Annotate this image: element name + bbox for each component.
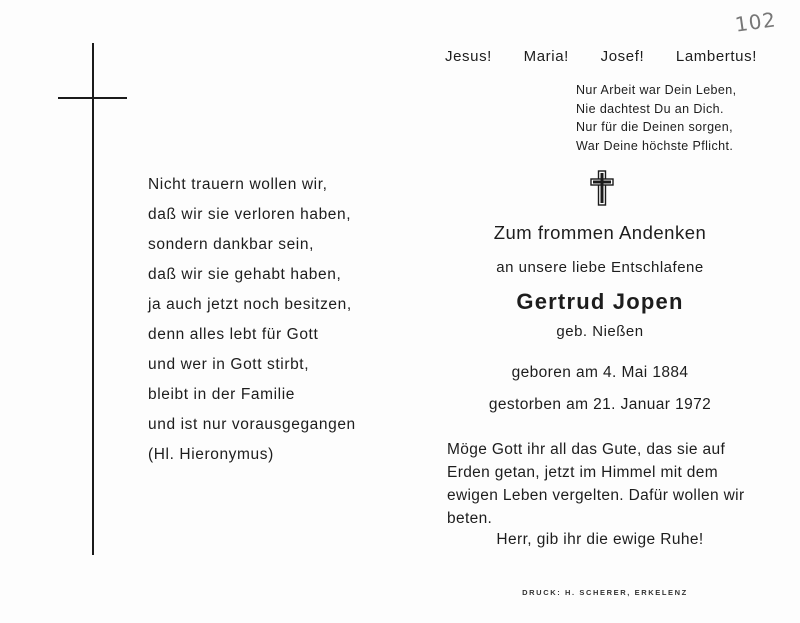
poem-line: bleibt in der Familie [148, 386, 295, 403]
memorial-subtitle: an unsere liebe Entschlafene [496, 259, 704, 276]
deceased-name: Gertrud Jopen [516, 289, 684, 314]
small-cross-icon [589, 170, 615, 206]
motto-line: Nur für die Deinen sorgen, [576, 120, 734, 134]
name-josef: Josef! [600, 48, 645, 65]
maiden-name: geb. Nießen [556, 323, 644, 340]
poem-line: ja auch jetzt noch besitzen, [148, 296, 352, 313]
large-cross-vertical-bar [92, 43, 94, 555]
memorial-title: Zum frommen Andenken [493, 222, 707, 243]
header-names [445, 48, 757, 65]
closing-prayer: Herr, gib ihr die ewige Ruhe! [496, 531, 704, 548]
prayer-text: Möge Gott ihr all das Gute, das sie auf Erden getan, jetzt im Himmel mit dem ewigen Leben vergelten. Dafür wollen wir beten. [447, 441, 745, 527]
poem-line: daß wir sie verloren haben, [148, 206, 352, 223]
large-cross-horizontal-bar [58, 97, 127, 99]
motto-line: Nie dachtest Du an Dich. [576, 101, 724, 116]
poem-attribution: (Hl. Hieronymus) [148, 446, 274, 463]
name-lambertus: Lambertus! [675, 48, 757, 65]
poem [148, 170, 356, 470]
name-jesus: Jesus! [445, 48, 492, 65]
motto-line: War Deine höchste Pflicht. [576, 138, 734, 153]
birth-date: geboren am 4. Mai 1884 [511, 364, 689, 381]
poem-line: denn alles lebt für Gott [148, 326, 319, 343]
motto-line: Nur Arbeit war Dein Leben, [576, 83, 737, 97]
poem-line: und wer in Gott stirbt, [148, 356, 310, 373]
poem-line: Nicht trauern wollen wir, [148, 176, 328, 193]
printer-imprint: DRUCK: H. SCHERER, ERKELENZ [522, 588, 688, 597]
poem-line: und ist nur vorausgegangen [148, 416, 356, 433]
archive-number: 102 [733, 7, 778, 37]
name-maria: Maria! [523, 48, 569, 65]
poem-line: daß wir sie gehabt haben, [148, 266, 342, 283]
motto [576, 81, 736, 155]
death-date: gestorben am 21. Januar 1972 [488, 396, 712, 413]
poem-line: sondern dankbar sein, [148, 236, 314, 253]
